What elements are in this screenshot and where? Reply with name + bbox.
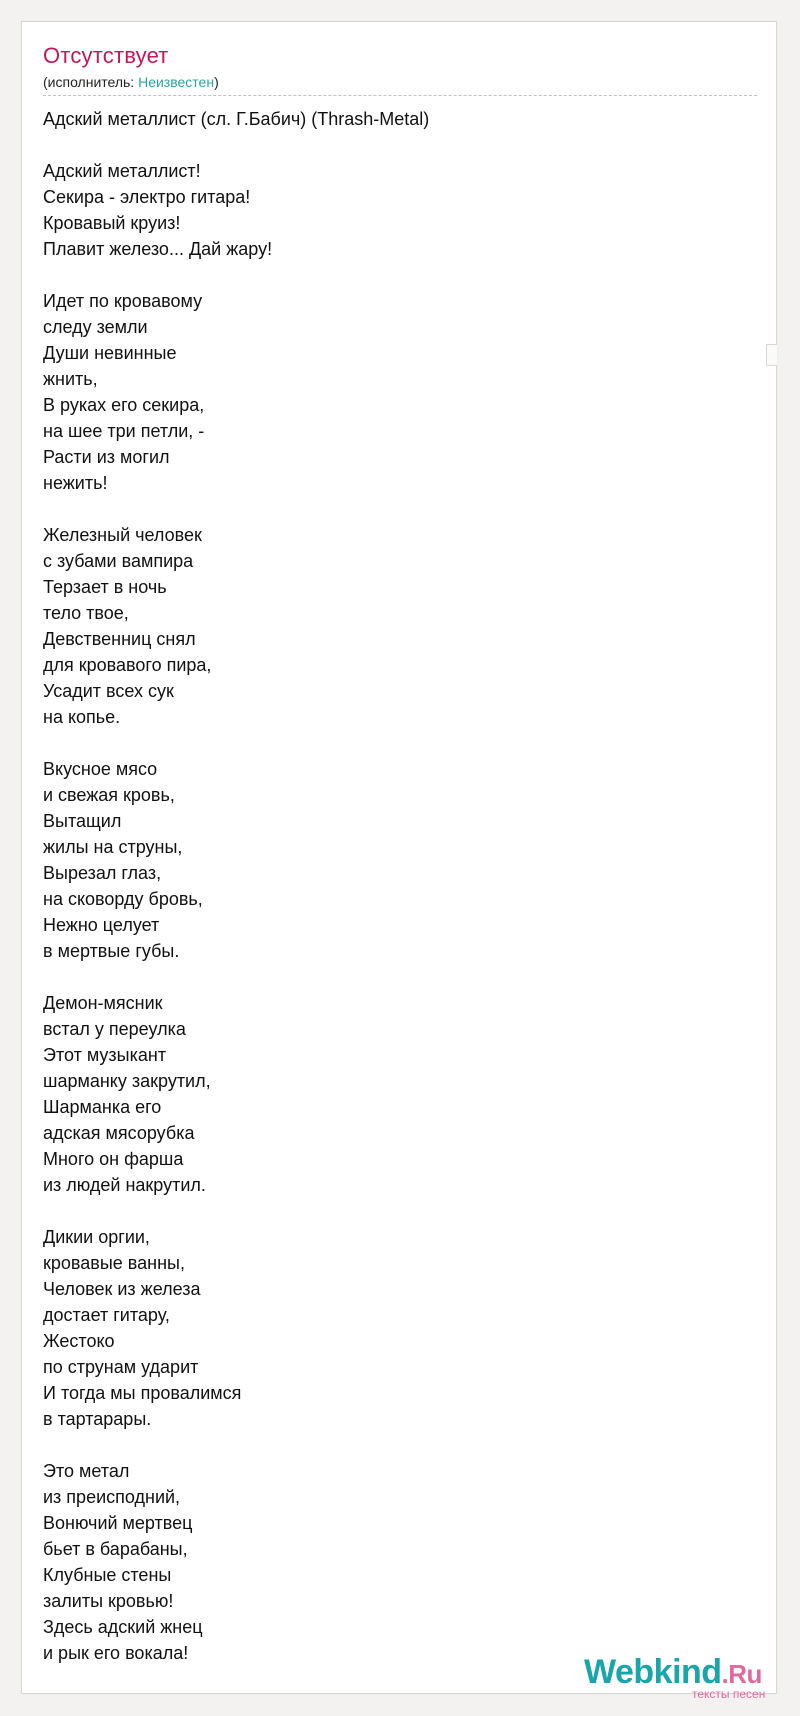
- lyrics-line: и свежая кровь,: [43, 785, 175, 805]
- lyrics-line: на сковорду бровь,: [43, 889, 203, 909]
- lyrics-line: на шее три петли, -: [43, 421, 205, 441]
- song-heading: Адский металлист (сл. Г.Бабич) (Thrash-Metal): [43, 109, 430, 129]
- lyrics-line: Терзает в ночь: [43, 577, 167, 597]
- lyrics-line: жнить,: [43, 369, 98, 389]
- song-title: Отсутствует: [43, 43, 169, 68]
- lyrics-line: адская мясорубка: [43, 1123, 195, 1143]
- lyrics-line: Вкусное мясо: [43, 759, 158, 779]
- lyrics-line: нежить!: [43, 473, 108, 493]
- lyrics-line: Вытащил: [43, 811, 122, 831]
- lyrics-line: с зубами вампира: [43, 551, 194, 571]
- lyrics-line: кровавые ванны,: [43, 1253, 185, 1273]
- lyrics-line: Идет по кровавому: [43, 291, 203, 311]
- lyrics-line: следу земли: [43, 317, 148, 337]
- lyrics-line: Расти из могил: [43, 447, 170, 467]
- lyrics-line: встал у переулка: [43, 1019, 186, 1039]
- lyrics-line: в тартарары.: [43, 1409, 152, 1429]
- lyrics-line: достает гитару,: [43, 1305, 170, 1325]
- logo-tld: .Ru: [721, 1659, 762, 1689]
- lyrics-line: Секира - электро гитара!: [43, 187, 251, 207]
- lyrics-line: тело твое,: [43, 603, 129, 623]
- lyrics-line: Адский металлист!: [43, 161, 201, 181]
- lyrics-stanza: [43, 288, 272, 496]
- lyrics-line: Демон-мясник: [43, 993, 163, 1013]
- dashed-divider: [43, 95, 757, 96]
- lyrics-line: для кровавого пира,: [43, 655, 212, 675]
- lyrics-stanza: [43, 1224, 272, 1432]
- lyrics-line: Души невинные: [43, 343, 177, 363]
- lyrics-line: бьет в барабаны,: [43, 1539, 188, 1559]
- lyrics-line: В руках его секира,: [43, 395, 205, 415]
- lyrics-stanza: [43, 756, 272, 964]
- lyrics-line: Жестоко: [43, 1331, 115, 1351]
- lyrics-line: Нежно целует: [43, 915, 160, 935]
- lyrics-line: Плавит железо... Дай жару!: [43, 239, 273, 259]
- lyrics-line: Человек из железа: [43, 1279, 201, 1299]
- lyrics-line: Шарманка его: [43, 1097, 162, 1117]
- webkind-logo[interactable]: [584, 1654, 774, 1700]
- lyrics-line: Вырезал глаз,: [43, 863, 162, 883]
- lyrics-line: Это метал: [43, 1461, 130, 1481]
- lyrics-line: Девственниц снял: [43, 629, 196, 649]
- lyrics-line: из преисподний,: [43, 1487, 181, 1507]
- artist-byline: [43, 73, 219, 91]
- lyrics-line: шарманку закрутил,: [43, 1071, 211, 1091]
- byline-suffix: ): [214, 74, 219, 90]
- lyrics-line: Много он фарша: [43, 1149, 184, 1169]
- lyrics-stanza: [43, 1458, 272, 1666]
- lyrics-line: Здесь адский жнец: [43, 1617, 203, 1637]
- lyrics-line: по струнам ударит: [43, 1357, 199, 1377]
- lyrics-stanza: [43, 158, 272, 262]
- lyrics-line: жилы на струны,: [43, 837, 183, 857]
- side-tab: [766, 344, 777, 366]
- artist-link[interactable]: Неизвестен: [138, 74, 215, 90]
- lyrics-stanza: [43, 990, 272, 1198]
- lyrics-line: в мертвые губы.: [43, 941, 180, 961]
- lyrics-line: И тогда мы провалимся: [43, 1383, 242, 1403]
- lyrics-line: Клубные стены: [43, 1565, 172, 1585]
- lyrics-line: залиты кровью!: [43, 1591, 174, 1611]
- byline-prefix: (исполнитель:: [43, 74, 139, 90]
- lyrics-body: [43, 158, 272, 1692]
- lyrics-line: Усадит всех сук: [43, 681, 174, 701]
- lyrics-line: на копье.: [43, 707, 121, 727]
- lyrics-line: и рык его вокала!: [43, 1643, 189, 1663]
- lyrics-line: Дикии оргии,: [43, 1227, 150, 1247]
- lyrics-line: Вонючий мертвец: [43, 1513, 193, 1533]
- lyrics-line: Этот музыкант: [43, 1045, 167, 1065]
- lyrics-stanza: [43, 522, 272, 730]
- lyrics-line: Железный человек: [43, 525, 202, 545]
- logo-tagline: тексты песен: [692, 1687, 766, 1701]
- logo-brand-text: Webkind: [584, 1653, 722, 1691]
- lyrics-line: из людей накрутил.: [43, 1175, 206, 1195]
- lyrics-card: [21, 21, 777, 1701]
- lyrics-line: Кровавый круиз!: [43, 213, 181, 233]
